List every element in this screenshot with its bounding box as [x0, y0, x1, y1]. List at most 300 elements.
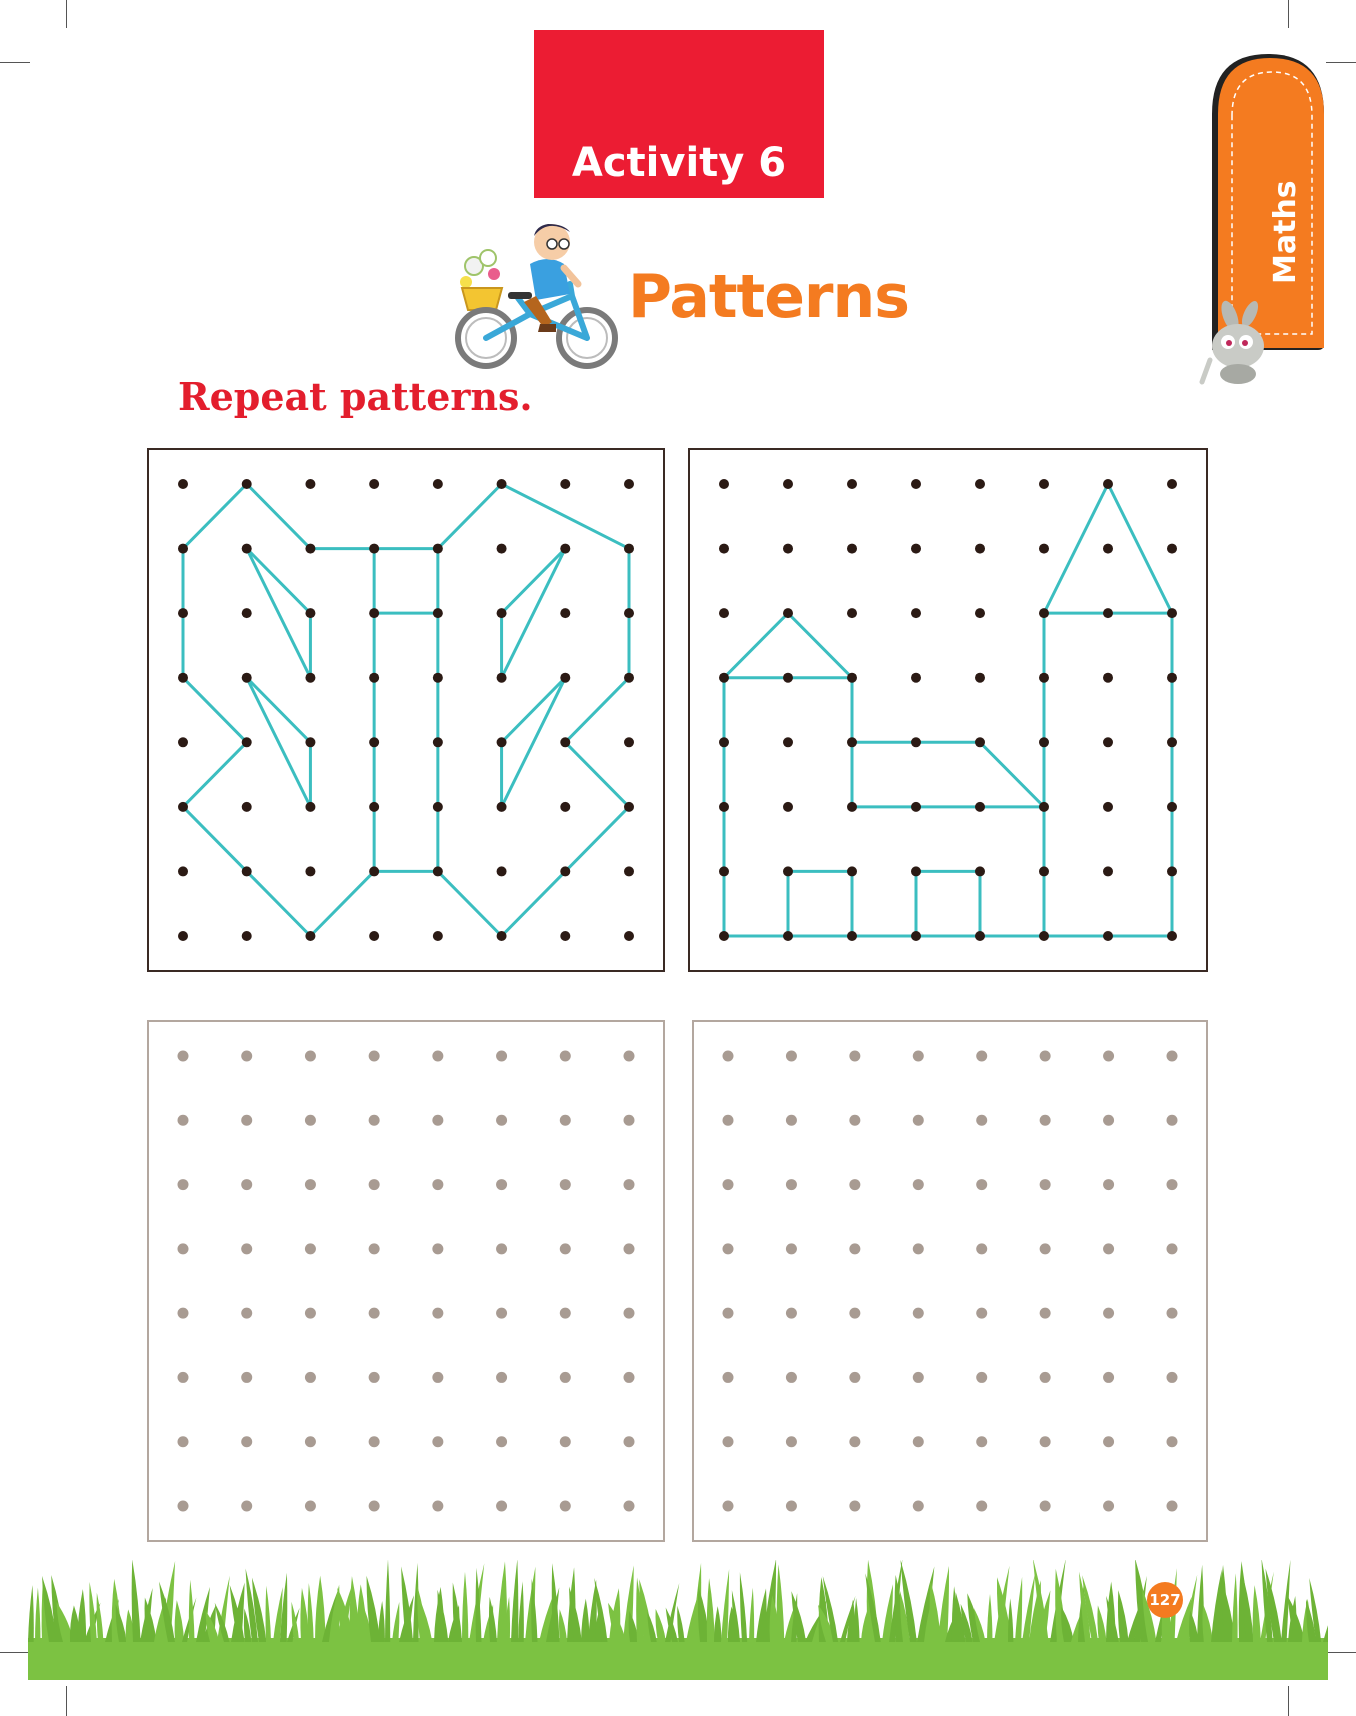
- grid-dot: [560, 1179, 571, 1190]
- pattern-line: [565, 807, 629, 872]
- grid-dot: [496, 1308, 507, 1319]
- grid-dot: [1039, 608, 1049, 618]
- crop-mark: [1326, 62, 1356, 63]
- blank-dot-grid-right[interactable]: [692, 1020, 1208, 1542]
- activity-label: Activity 6: [571, 140, 787, 186]
- crop-mark: [1326, 1652, 1356, 1653]
- pattern-line: [502, 549, 566, 678]
- grid-dot: [497, 931, 507, 941]
- pattern-line: [183, 678, 247, 743]
- grid-dot: [497, 802, 507, 812]
- pattern-line: [247, 678, 311, 807]
- pattern-line: [565, 678, 629, 743]
- grid-dot: [975, 737, 985, 747]
- grid-dot: [496, 1115, 507, 1126]
- grid-dot: [1167, 1243, 1178, 1254]
- grid-dot: [432, 1308, 443, 1319]
- page-title: Patterns: [628, 262, 909, 332]
- grid-dot: [178, 1243, 189, 1254]
- grid-dot: [178, 1179, 189, 1190]
- grid-dot: [723, 1051, 734, 1062]
- grid-dot: [723, 1243, 734, 1254]
- grid-dot: [178, 673, 188, 683]
- grid-dot: [433, 673, 443, 683]
- grid-dot: [1103, 1308, 1114, 1319]
- grid-dot: [975, 802, 985, 812]
- grid-dot: [847, 608, 857, 618]
- grid-dot: [496, 1243, 507, 1254]
- grid-dot: [1167, 673, 1177, 683]
- grid-dot: [624, 1372, 635, 1383]
- grid-dot: [1039, 866, 1049, 876]
- grid-dot: [560, 1436, 571, 1447]
- grid-dot: [242, 931, 252, 941]
- grid-dot: [1103, 1115, 1114, 1126]
- grid-dot: [560, 1115, 571, 1126]
- grid-dot: [369, 802, 379, 812]
- subject-label: Maths: [1268, 180, 1303, 284]
- grid-dot: [1040, 1115, 1051, 1126]
- grid-dot: [178, 1051, 189, 1062]
- grid-dot: [975, 931, 985, 941]
- grid-dot: [719, 544, 729, 554]
- grid-dot: [305, 1372, 316, 1383]
- grid-dot: [242, 608, 252, 618]
- grid-dot: [433, 608, 443, 618]
- grid-dot: [369, 1436, 380, 1447]
- pattern-line: [183, 742, 247, 807]
- pattern-line: [247, 871, 311, 936]
- grid-dot: [305, 479, 315, 489]
- pattern-line: [565, 742, 629, 807]
- grid-dot: [241, 1501, 252, 1512]
- grid-dot: [1103, 544, 1113, 554]
- grid-dot: [723, 1436, 734, 1447]
- grid-dot: [178, 866, 188, 876]
- grid-dot: [241, 1436, 252, 1447]
- grid-dot: [305, 673, 315, 683]
- grid-dot: [496, 1501, 507, 1512]
- grid-dot: [1167, 1115, 1178, 1126]
- crop-mark: [1288, 0, 1289, 28]
- grid-dot: [783, 544, 793, 554]
- grid-dot: [1103, 673, 1113, 683]
- grid-dot: [1039, 673, 1049, 683]
- pattern-line: [183, 484, 247, 549]
- grid-dot: [911, 479, 921, 489]
- grid-dot: [178, 1115, 189, 1126]
- grid-dot: [624, 1501, 635, 1512]
- grid-dot: [305, 866, 315, 876]
- pattern-line: [438, 871, 502, 936]
- grass-icon: [28, 1560, 1328, 1680]
- grid-dot: [1167, 1308, 1178, 1319]
- grid-dot: [369, 866, 379, 876]
- grid-dot: [305, 1179, 316, 1190]
- grid-dot: [496, 1372, 507, 1383]
- grid-dot: [913, 1372, 924, 1383]
- grid-dot: [783, 608, 793, 618]
- grid-dot: [305, 737, 315, 747]
- grid-dot: [178, 544, 188, 554]
- grid-dot: [1167, 479, 1177, 489]
- grid-dot: [975, 479, 985, 489]
- grid-dot: [241, 1372, 252, 1383]
- grid-dot: [783, 737, 793, 747]
- grid-dot: [847, 802, 857, 812]
- grid-dot: [624, 608, 634, 618]
- grid-dot: [911, 544, 921, 554]
- pattern-line: [980, 742, 1044, 807]
- instruction-text: Repeat patterns.: [178, 374, 533, 419]
- grid-dot: [786, 1372, 797, 1383]
- grid-dot: [847, 931, 857, 941]
- grid-dot: [624, 1436, 635, 1447]
- grid-dot: [911, 673, 921, 683]
- grid-dot: [976, 1115, 987, 1126]
- grid-dot: [369, 1501, 380, 1512]
- grid-dot: [560, 1051, 571, 1062]
- grid-dot: [305, 1051, 316, 1062]
- grid-dot: [911, 931, 921, 941]
- grid-dot: [624, 673, 634, 683]
- pattern-line: [438, 484, 502, 549]
- house-pattern-grid: [688, 448, 1208, 972]
- grid-dot: [560, 544, 570, 554]
- pattern-line: [1108, 484, 1172, 613]
- grid-dot: [497, 544, 507, 554]
- grid-dot: [369, 1051, 380, 1062]
- grid-dot: [1040, 1243, 1051, 1254]
- grid-dot: [560, 866, 570, 876]
- grid-dot: [1039, 479, 1049, 489]
- grid-dot: [719, 931, 729, 941]
- grid-dot: [178, 1436, 189, 1447]
- grid-dot: [1167, 802, 1177, 812]
- grid-dot: [975, 544, 985, 554]
- grid-dot: [911, 866, 921, 876]
- grid-dot: [624, 866, 634, 876]
- grid-dot: [369, 1308, 380, 1319]
- grid-dot: [911, 608, 921, 618]
- grid-dot: [497, 673, 507, 683]
- grid-dot: [560, 1308, 571, 1319]
- pattern-line: [502, 678, 566, 807]
- grid-dot: [624, 479, 634, 489]
- grid-dot: [560, 737, 570, 747]
- grid-dot: [1167, 1051, 1178, 1062]
- grid-dot: [305, 1115, 316, 1126]
- grid-dot: [1167, 544, 1177, 554]
- grid-dot: [1167, 931, 1177, 941]
- grid-dot: [1103, 479, 1113, 489]
- grid-dot: [624, 802, 634, 812]
- grid-dot: [975, 673, 985, 683]
- grid-dot: [497, 737, 507, 747]
- grid-dot: [847, 544, 857, 554]
- grid-dot: [1103, 737, 1113, 747]
- grid-dot: [783, 802, 793, 812]
- grid-dot: [913, 1179, 924, 1190]
- grid-dot: [849, 1115, 860, 1126]
- page-number: 127: [1147, 1582, 1183, 1618]
- grid-dot: [786, 1243, 797, 1254]
- grid-dot: [1040, 1051, 1051, 1062]
- grid-dot: [178, 737, 188, 747]
- grid-dot: [432, 1115, 443, 1126]
- grid-dot: [369, 1372, 380, 1383]
- pattern-line: [502, 549, 566, 614]
- grid-dot: [305, 608, 315, 618]
- grid-dot: [783, 673, 793, 683]
- crop-mark: [66, 1686, 67, 1716]
- grid-dot: [305, 1501, 316, 1512]
- grid-dot: [433, 544, 443, 554]
- grid-dot: [624, 544, 634, 554]
- grid-dot: [242, 479, 252, 489]
- grid-dot: [369, 1179, 380, 1190]
- grid-dot: [1039, 737, 1049, 747]
- grid-dot: [719, 737, 729, 747]
- grid-dot: [1167, 1372, 1178, 1383]
- grid-dot: [976, 1372, 987, 1383]
- grid-dot: [624, 931, 634, 941]
- grid-dot: [178, 1501, 189, 1512]
- grid-dot: [1167, 1501, 1178, 1512]
- grid-dot: [847, 479, 857, 489]
- grid-dot: [560, 1243, 571, 1254]
- grid-dot: [1040, 1501, 1051, 1512]
- grid-dot: [178, 1308, 189, 1319]
- grid-dot: [242, 673, 252, 683]
- grid-dot: [305, 544, 315, 554]
- grid-dot: [1103, 802, 1113, 812]
- grid-dot: [624, 1243, 635, 1254]
- grid-dot: [433, 737, 443, 747]
- pattern-line: [502, 678, 566, 743]
- grid-dot: [560, 608, 570, 618]
- grid-dot: [1103, 931, 1113, 941]
- grid-dot: [786, 1436, 797, 1447]
- grid-dot: [560, 673, 570, 683]
- grid-dot: [369, 737, 379, 747]
- grid-dot: [849, 1501, 860, 1512]
- grid-dot: [369, 1115, 380, 1126]
- grid-dot: [719, 866, 729, 876]
- boy-on-bicycle-icon: [452, 218, 622, 373]
- grid-dot: [624, 1051, 635, 1062]
- grid-dot: [497, 479, 507, 489]
- grid-dot: [849, 1308, 860, 1319]
- grid-dot: [241, 1179, 252, 1190]
- grid-dot: [178, 608, 188, 618]
- grid-dot: [242, 802, 252, 812]
- pattern-line: [1044, 484, 1108, 613]
- grid-dot: [432, 1372, 443, 1383]
- grid-dot: [242, 866, 252, 876]
- grid-dot: [305, 1243, 316, 1254]
- grid-dot: [786, 1501, 797, 1512]
- grid-dot: [433, 931, 443, 941]
- grid-dot: [305, 802, 315, 812]
- grid-dot: [624, 1179, 635, 1190]
- grid-dot: [1039, 802, 1049, 812]
- grid-dot: [913, 1243, 924, 1254]
- grid-dot: [1103, 1051, 1114, 1062]
- grid-dot: [849, 1436, 860, 1447]
- grid-dot: [624, 1308, 635, 1319]
- crop-mark: [1288, 1686, 1289, 1716]
- grid-dot: [723, 1179, 734, 1190]
- crop-mark: [0, 62, 30, 63]
- grid-dot: [560, 931, 570, 941]
- grid-dot: [723, 1501, 734, 1512]
- grid-dot: [496, 1179, 507, 1190]
- grid-dot: [560, 802, 570, 812]
- grid-dot: [496, 1436, 507, 1447]
- grid-dot: [976, 1501, 987, 1512]
- grid-dot: [178, 931, 188, 941]
- grid-dot: [849, 1179, 860, 1190]
- grid-dot: [783, 866, 793, 876]
- blank-dot-grid-left[interactable]: [147, 1020, 665, 1542]
- grid-dot: [369, 673, 379, 683]
- grid-dot: [1039, 544, 1049, 554]
- grid-dot: [976, 1436, 987, 1447]
- grid-dot: [433, 802, 443, 812]
- pattern-line: [724, 613, 788, 678]
- grid-dot: [433, 479, 443, 489]
- grid-dot: [1039, 931, 1049, 941]
- crop-mark: [0, 1652, 30, 1653]
- grid-dot: [976, 1179, 987, 1190]
- grid-dot: [1103, 1501, 1114, 1512]
- pattern-line: [247, 549, 311, 678]
- grid-dot: [1103, 1179, 1114, 1190]
- grid-dot: [786, 1308, 797, 1319]
- grid-dot: [1103, 1436, 1114, 1447]
- grid-dot: [847, 737, 857, 747]
- grid-dot: [241, 1051, 252, 1062]
- grid-dot: [242, 737, 252, 747]
- grid-dot: [786, 1051, 797, 1062]
- grid-dot: [432, 1436, 443, 1447]
- grid-dot: [496, 1051, 507, 1062]
- grid-dot: [913, 1308, 924, 1319]
- grid-dot: [433, 866, 443, 876]
- grid-dot: [976, 1308, 987, 1319]
- grid-dot: [913, 1115, 924, 1126]
- grid-dot: [497, 866, 507, 876]
- grid-dot: [1040, 1179, 1051, 1190]
- grid-dot: [369, 479, 379, 489]
- grid-dot: [1167, 608, 1177, 618]
- pattern-line: [247, 484, 311, 549]
- crop-mark: [66, 0, 67, 28]
- grid-dot: [369, 1243, 380, 1254]
- grid-dot: [432, 1243, 443, 1254]
- pattern-line: [788, 613, 852, 678]
- pattern-line: [310, 871, 374, 936]
- grid-dot: [560, 1501, 571, 1512]
- grid-dot: [560, 479, 570, 489]
- grid-dot: [783, 931, 793, 941]
- grid-dot: [783, 479, 793, 489]
- pattern-line: [247, 549, 311, 614]
- butterfly-pattern-grid: [147, 448, 665, 972]
- grid-dot: [1167, 1179, 1178, 1190]
- grid-dot: [786, 1179, 797, 1190]
- grid-dot: [723, 1372, 734, 1383]
- pattern-line: [183, 807, 247, 872]
- grid-dot: [1040, 1308, 1051, 1319]
- pattern-line: [502, 484, 629, 549]
- grid-dot: [178, 802, 188, 812]
- grid-dot: [719, 479, 729, 489]
- grid-dot: [849, 1051, 860, 1062]
- grid-dot: [849, 1243, 860, 1254]
- grid-dot: [242, 544, 252, 554]
- rabbit-mascot-icon: [1198, 300, 1278, 390]
- grid-dot: [241, 1115, 252, 1126]
- grid-dot: [719, 608, 729, 618]
- grid-dot: [975, 866, 985, 876]
- grid-dot: [976, 1243, 987, 1254]
- grid-dot: [1040, 1372, 1051, 1383]
- grid-dot: [432, 1179, 443, 1190]
- grid-dot: [369, 608, 379, 618]
- grid-dot: [1167, 1436, 1178, 1447]
- activity-banner: [534, 30, 824, 198]
- grid-dot: [1167, 737, 1177, 747]
- grid-dot: [305, 1308, 316, 1319]
- grid-dot: [911, 802, 921, 812]
- grid-dot: [911, 737, 921, 747]
- grid-dot: [847, 673, 857, 683]
- grid-dot: [723, 1308, 734, 1319]
- grid-dot: [976, 1051, 987, 1062]
- grid-dot: [913, 1501, 924, 1512]
- grid-dot: [178, 479, 188, 489]
- grid-dot: [369, 931, 379, 941]
- grid-dot: [560, 1372, 571, 1383]
- grid-dot: [1040, 1436, 1051, 1447]
- grid-dot: [1103, 1372, 1114, 1383]
- grid-dot: [719, 802, 729, 812]
- pattern-line: [247, 678, 311, 743]
- grid-dot: [1103, 866, 1113, 876]
- grid-dot: [975, 608, 985, 618]
- grid-dot: [1167, 866, 1177, 876]
- grid-dot: [369, 544, 379, 554]
- grid-dot: [432, 1051, 443, 1062]
- grid-dot: [432, 1501, 443, 1512]
- grid-dot: [719, 673, 729, 683]
- grid-dot: [847, 866, 857, 876]
- grid-dot: [849, 1372, 860, 1383]
- grid-dot: [624, 737, 634, 747]
- grid-dot: [1103, 1243, 1114, 1254]
- grid-dot: [305, 1436, 316, 1447]
- grid-dot: [305, 931, 315, 941]
- pattern-line: [502, 871, 566, 936]
- grid-dot: [497, 608, 507, 618]
- grid-dot: [1103, 608, 1113, 618]
- grid-dot: [786, 1115, 797, 1126]
- grid-dot: [624, 1115, 635, 1126]
- grid-dot: [913, 1051, 924, 1062]
- grid-dot: [178, 1372, 189, 1383]
